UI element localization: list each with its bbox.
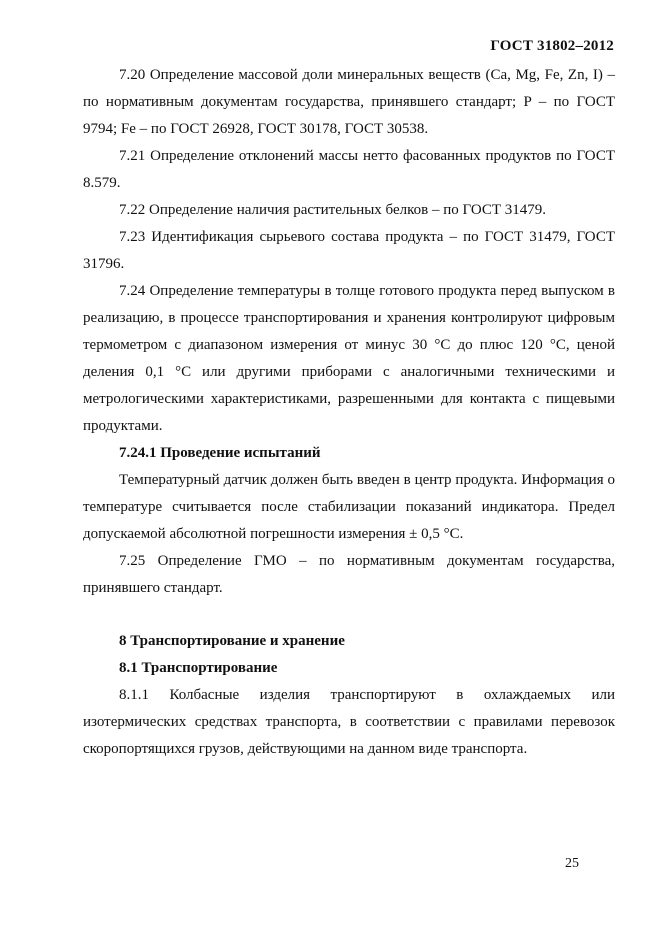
- paragraph-7-21: 7.21 Определение отклонений массы нетто фасованных продуктов по ГОСТ 8.579.: [83, 148, 615, 191]
- paragraph-8-1-1: 8.1.1 Колбасные изделия транспортируют в охлаждаемых или изотермических средствах транспорта, в соответствии с правилами перевозок скоропортящихся грузов, действующими на данном виде транспорта.: [83, 687, 615, 757]
- paragraph-7-24-1: Температурный датчик должен быть введен в центр продукта. Информация о температуре считывается после стабилизации показаний индикатора. Предел допускаемой абсолютной погрешности измерения ± 0,5 °С.: [83, 472, 615, 542]
- standard-header: ГОСТ 31802–2012: [490, 38, 614, 54]
- heading-section-8: 8 Транспортирование и хранение: [119, 633, 345, 649]
- page-number: 25: [565, 856, 579, 871]
- paragraph-7-23: 7.23 Идентификация сырьевого состава продукта – по ГОСТ 31479, ГОСТ 31796.: [83, 229, 615, 272]
- paragraph-7-22: 7.22 Определение наличия растительных белков – по ГОСТ 31479.: [119, 202, 547, 218]
- paragraph-7-25: 7.25 Определение ГМО – по нормативным документам государства, принявшего стандарт.: [83, 553, 615, 596]
- heading-8-1: 8.1 Транспортирование: [119, 660, 278, 676]
- paragraph-7-24: 7.24 Определение температуры в толще готового продукта перед выпуском в реализацию, в процессе транспортирования и хранения контролируют цифровым термометром с диапазоном измерения от минус 30 °С до плюс 120 °С, ценой деления 0,1 °С или другими приборами с аналогичными техническими и метрологическими характеристиками, разрешенными для контакта с пищевыми продуктами.: [83, 283, 615, 434]
- paragraph-7-20: 7.20 Определение массовой доли минеральных веществ (Ca, Mg, Fe, Zn, I) – по нормативным документам государства, принявшего стандарт; P – по ГОСТ 9794; Fe – по ГОСТ 26928, ГОСТ 30178, ГОСТ 30538.: [83, 67, 615, 137]
- heading-7-24-1: 7.24.1 Проведение испытаний: [119, 445, 321, 461]
- section-gap: [83, 602, 615, 628]
- document-body: [83, 62, 615, 763]
